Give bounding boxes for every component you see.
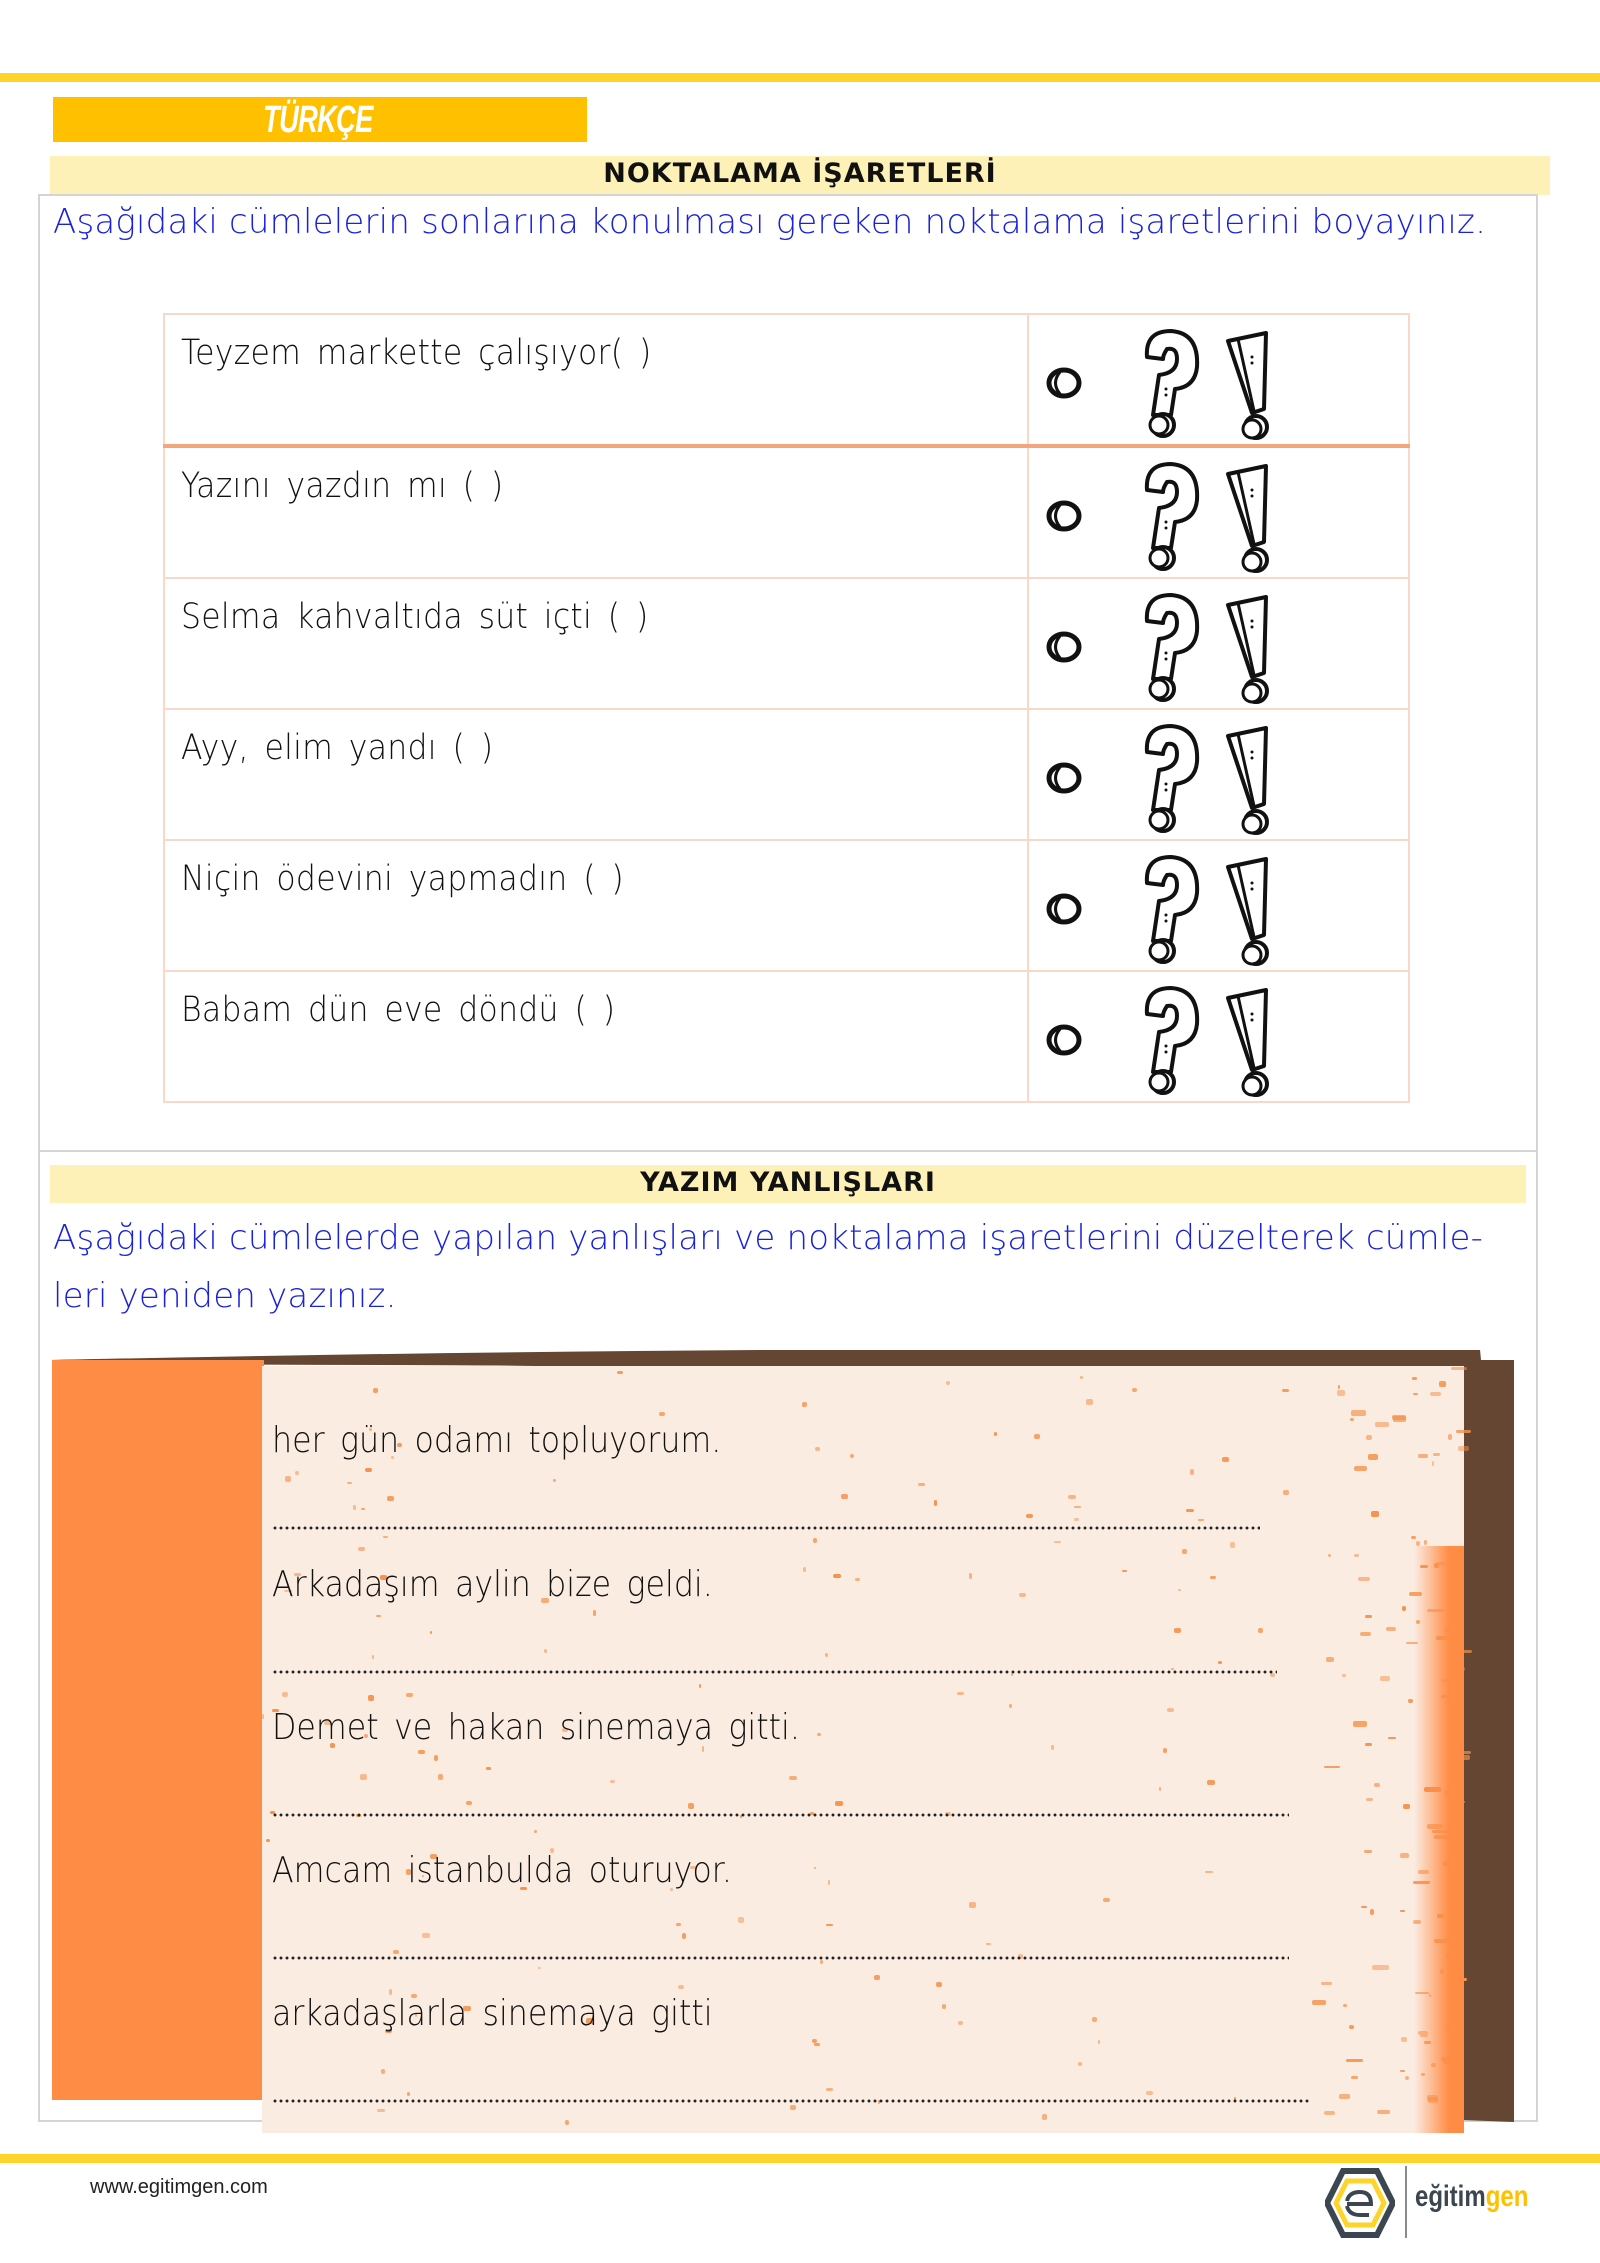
texture-speck [1068, 1495, 1076, 1499]
texture-speck [936, 1982, 943, 1987]
texture-speck [1380, 1676, 1390, 1682]
texture-speck [1451, 1367, 1467, 1370]
texture-speck [1074, 1506, 1081, 1508]
texture-speck [353, 1505, 355, 1511]
texture-speck [1366, 1435, 1372, 1440]
texture-speck [1386, 1627, 1396, 1631]
sentence-text: Niçin ödevini yapmadın ( ) [181, 859, 624, 899]
marks-cell [1028, 578, 1409, 709]
texture-speck [1354, 1554, 1359, 1556]
texture-speck [1026, 1514, 1033, 1519]
texture-speck [285, 1476, 290, 1482]
punctuation-table [163, 313, 1410, 1103]
texture-speck [1078, 2062, 1082, 2066]
answer-writing-line[interactable] [272, 1526, 1260, 1530]
sentence-cell [164, 578, 1028, 709]
texture-speck [438, 1774, 443, 1780]
texture-speck [295, 1471, 299, 1476]
texture-speck [820, 1960, 824, 1964]
texture-speck [1430, 1392, 1442, 1396]
table-row [164, 840, 1409, 971]
exclamation-mark-icon[interactable] [1224, 855, 1280, 971]
texture-speck [1337, 1390, 1344, 1396]
texture-speck [1392, 1415, 1405, 1420]
texture-speck [825, 1653, 828, 1656]
texture-speck [1009, 1704, 1012, 1708]
question-mark-icon[interactable] [1137, 984, 1203, 1096]
texture-speck [1403, 1804, 1410, 1809]
texture-speck [1328, 1554, 1331, 1556]
texture-speck [1163, 1748, 1168, 1754]
footer-accent-line [0, 2154, 1600, 2163]
texture-speck [1432, 1461, 1434, 1466]
texture-speck [1411, 1536, 1416, 1539]
texture-speck [1182, 1549, 1187, 1554]
table-row [164, 446, 1409, 578]
texture-speck [407, 2092, 410, 2096]
texture-speck [610, 1780, 615, 1783]
texture-speck [1400, 2070, 1405, 2072]
texture-speck [1338, 1385, 1341, 1390]
texture-speck [1122, 1570, 1126, 1572]
texture-speck [1408, 1699, 1413, 1703]
texture-speck [430, 1631, 432, 1634]
period-icon[interactable] [1043, 758, 1083, 798]
texture-speck [361, 1508, 365, 1510]
texture-speck [841, 1494, 848, 1498]
texture-speck [393, 1950, 399, 1954]
table-row [164, 709, 1409, 840]
marks-cell [1028, 446, 1409, 578]
texture-speck [1360, 1632, 1370, 1636]
texture-speck [383, 1536, 387, 1539]
texture-speck [434, 1755, 438, 1761]
table-row [164, 314, 1409, 446]
texture-speck [1402, 1606, 1406, 1611]
sentence-cell [164, 446, 1028, 578]
spelling-instruction-line2: leri yeniden yazınız. [53, 1276, 397, 1316]
texture-speck [828, 1880, 831, 1885]
texture-speck [1375, 1422, 1390, 1427]
incorrect-sentence: Amcam istanbulda oturuyor. [272, 1850, 732, 1891]
egitimgen-logo-icon [1325, 2168, 1395, 2238]
texture-speck [699, 1684, 701, 1688]
texture-speck [553, 1479, 556, 1482]
texture-speck [1370, 1909, 1374, 1914]
texture-speck [347, 1482, 352, 1484]
texture-speck [1364, 1850, 1372, 1854]
punctuation-instruction: Aşağıdaki cümlelerin sonlarına konulması gereken noktalama işaretlerini boyayınız. [53, 202, 1487, 242]
texture-speck [1400, 1853, 1410, 1858]
texture-speck [802, 1402, 806, 1407]
texture-speck [1230, 1542, 1235, 1548]
texture-speck [790, 2105, 795, 2110]
texture-speck [1366, 1798, 1373, 1800]
incorrect-sentence: arkadaşlarla sinemaya gitti [272, 1993, 713, 2034]
subject-banner [53, 97, 587, 142]
question-mark-icon[interactable] [1137, 327, 1203, 439]
texture-speck [986, 1943, 992, 1946]
texture-speck [1371, 1511, 1379, 1517]
marks-cell [1028, 840, 1409, 971]
texture-speck [534, 1830, 537, 1833]
texture-speck [1178, 1589, 1181, 1591]
incorrect-sentence: Arkadaşım aylin bize geldi. [272, 1564, 713, 1605]
texture-speck [1354, 1466, 1368, 1471]
texture-speck [969, 1902, 976, 1908]
texture-speck [678, 1985, 684, 1989]
exclamation-mark-icon[interactable] [1224, 593, 1280, 709]
texture-speck [934, 1500, 936, 1506]
incorrect-sentence: Demet ve hakan sinemaya gitti. [272, 1707, 800, 1748]
texture-speck [1365, 1615, 1372, 1617]
texture-speck [1405, 2076, 1409, 2080]
texture-speck [1353, 1721, 1368, 1727]
texture-speck [855, 1578, 860, 1580]
texture-speck [1159, 1787, 1161, 1790]
section-title-band-punctuation [50, 156, 1550, 195]
texture-speck [789, 1776, 796, 1780]
texture-speck [1374, 1783, 1379, 1788]
texture-speck [1458, 1446, 1469, 1452]
texture-speck [1339, 2094, 1350, 2099]
texture-speck [466, 1801, 472, 1804]
question-mark-icon[interactable] [1137, 460, 1203, 572]
texture-speck [1051, 1745, 1054, 1750]
texture-speck [377, 2109, 385, 2112]
texture-speck [826, 1924, 834, 1926]
texture-speck [1098, 2040, 1100, 2045]
sentence-text: Teyzem markette çalışıyor( ) [181, 333, 652, 373]
texture-speck [918, 1483, 925, 1486]
texture-speck [1412, 1377, 1416, 1381]
texture-speck [1343, 2004, 1347, 2007]
table-row [164, 578, 1409, 709]
exclamation-mark-icon[interactable] [1224, 462, 1280, 578]
texture-speck [1342, 1674, 1345, 1678]
texture-speck [1377, 2110, 1390, 2114]
texture-speck [1258, 1628, 1263, 1634]
question-mark-icon[interactable] [1137, 853, 1203, 965]
texture-speck [282, 1692, 288, 1697]
sentence-text: Selma kahvaltıda süt içti ( ) [181, 597, 649, 637]
texture-speck [874, 1975, 881, 1980]
texture-speck [1074, 1518, 1079, 1521]
texture-speck [1350, 1418, 1355, 1421]
texture-speck [1324, 1766, 1339, 1768]
texture-speck [617, 1371, 623, 1374]
texture-speck [1210, 1576, 1216, 1579]
texture-speck [957, 1692, 965, 1695]
texture-speck [1413, 1393, 1417, 1396]
texture-speck [358, 1547, 365, 1551]
texture-speck [1174, 1628, 1180, 1632]
texture-speck [1205, 1871, 1213, 1873]
marks-cell [1028, 709, 1409, 840]
texture-speck [593, 1610, 596, 1616]
texture-speck [360, 1774, 367, 1779]
sentence-cell [164, 314, 1028, 446]
texture-speck [1418, 1454, 1428, 1458]
texture-speck [958, 2021, 963, 2024]
texture-speck [1312, 2000, 1326, 2005]
texture-speck [1103, 1898, 1110, 1902]
website-link[interactable]: www.egitimgen.com [90, 2176, 268, 2198]
texture-speck [676, 1923, 681, 1926]
question-mark-icon[interactable] [1137, 591, 1203, 703]
texture-speck [1054, 1541, 1061, 1544]
texture-speck [1034, 1434, 1040, 1439]
texture-speck [376, 1615, 381, 1617]
marks-cell [1028, 314, 1409, 446]
texture-speck [381, 2069, 385, 2074]
texture-speck [813, 1538, 818, 1544]
texture-speck [1132, 1388, 1137, 1392]
texture-speck [1388, 1737, 1396, 1740]
texture-speck [815, 1447, 820, 1451]
texture-speck [826, 2088, 833, 2090]
texture-speck [1346, 2059, 1363, 2062]
texture-speck [387, 1496, 394, 1501]
texture-speck [1167, 1708, 1174, 1712]
texture-speck [1326, 1657, 1334, 1662]
texture-speck [1400, 1910, 1405, 1912]
texture-speck [406, 1693, 413, 1697]
texture-speck [1222, 1457, 1229, 1462]
texture-edge [1414, 1546, 1464, 2133]
section-title-band-spelling [50, 1165, 1526, 1203]
egitimgen-logo-text: eğitimgen [1415, 2180, 1529, 2213]
spelling-instruction-line1: Aşağıdaki cümlelerde yapılan yanlışları ve noktalama işaretlerini düzelterek cümle- [53, 1218, 1484, 1258]
section-title: NOKTALAMA İŞARETLERİ [603, 158, 997, 189]
texture-speck [1282, 1389, 1290, 1392]
texture-speck [266, 1839, 269, 1842]
texture-speck [1190, 1469, 1194, 1474]
marks-cell [1028, 971, 1409, 1102]
texture-speck [688, 1803, 695, 1809]
texture-speck [1456, 1430, 1471, 1433]
texture-speck [1351, 2076, 1358, 2080]
texture-speck [422, 1933, 429, 1938]
texture-speck [946, 1381, 950, 1385]
exclamation-mark-icon[interactable] [1224, 724, 1280, 840]
texture-speck [373, 1388, 378, 1393]
texture-speck [1218, 1661, 1221, 1664]
texture-speck [1351, 1410, 1366, 1416]
texture-speck [1439, 1381, 1446, 1387]
texture-speck [738, 1917, 744, 1923]
texture-speck [1368, 1454, 1378, 1460]
texture-speck [538, 1967, 541, 1970]
texture-speck [418, 1750, 425, 1754]
texture-speck [262, 1714, 264, 1718]
answer-writing-line[interactable] [272, 2099, 1309, 2103]
texture-speck [1372, 1965, 1389, 1970]
texture-speck [1086, 1399, 1093, 1405]
texture-speck [1433, 1453, 1440, 1455]
texture-speck [814, 2043, 820, 2046]
incorrect-sentence: her gün odamı topluyorum. [272, 1420, 722, 1461]
texture-speck [994, 1432, 997, 1436]
exclamation-mark-icon[interactable] [1224, 986, 1280, 1102]
texture-speck [814, 1867, 816, 1869]
texture-speck [565, 2120, 570, 2126]
period-icon[interactable] [1043, 1020, 1083, 1060]
texture-speck [817, 1733, 821, 1736]
answer-writing-line[interactable] [272, 1956, 1289, 1960]
sentence-cell [164, 971, 1028, 1102]
texture-speck [365, 1468, 371, 1472]
question-mark-icon[interactable] [1137, 722, 1203, 834]
answer-writing-line[interactable] [272, 1813, 1289, 1817]
texture-speck [1349, 2025, 1353, 2029]
subject-title: TÜRKÇE [263, 99, 373, 141]
texture-speck [833, 1574, 841, 1578]
texture-speck [1198, 1519, 1204, 1521]
texture-speck [659, 1412, 665, 1416]
texture-speck [1361, 1906, 1367, 1908]
section-title: YAZIM YANLIŞLARI [640, 1167, 936, 1198]
answer-writing-line[interactable] [272, 1670, 1277, 1674]
sentence-cell [164, 840, 1028, 971]
period-icon[interactable] [1043, 496, 1083, 536]
logo-divider [1405, 2166, 1407, 2238]
period-icon[interactable] [1043, 363, 1083, 403]
texture-speck [1186, 1509, 1194, 1512]
texture-speck [835, 1801, 843, 1806]
texture-speck [1424, 1540, 1427, 1545]
texture-speck [850, 1454, 853, 1458]
table-row [164, 971, 1409, 1102]
sentence-text: Ayy, elim yandı ( ) [181, 728, 494, 768]
texture-speck [486, 1767, 491, 1770]
sentence-cell [164, 709, 1028, 840]
sentence-text: Babam dün eve döndü ( ) [181, 990, 616, 1030]
texture-speck [1358, 1577, 1369, 1581]
texture-speck [682, 1933, 686, 1938]
period-icon[interactable] [1043, 889, 1083, 929]
sentence-text: Yazını yazdın mı ( ) [181, 466, 504, 506]
period-icon[interactable] [1043, 627, 1083, 667]
texture-speck [1401, 2037, 1407, 2042]
texture-speck [1092, 2017, 1097, 2022]
texture-speck [1448, 1434, 1452, 1440]
texture-speck [1321, 1982, 1332, 1985]
texture-speck [1042, 2114, 1047, 2120]
texture-speck [942, 2004, 946, 2009]
texture-speck [1324, 2111, 1335, 2114]
texture-speck [1019, 1593, 1027, 1597]
texture-speck [1146, 2091, 1153, 2095]
board-orange-panel [52, 1360, 264, 2100]
texture-speck [1080, 1376, 1083, 1378]
header-accent-line [0, 73, 1600, 82]
texture-speck [969, 1573, 972, 1578]
texture-speck [544, 1649, 548, 1653]
texture-speck [372, 1655, 375, 1659]
texture-speck [368, 1695, 374, 1701]
texture-speck [803, 1567, 806, 1572]
exclamation-mark-icon[interactable] [1224, 329, 1280, 445]
texture-speck [1207, 1780, 1215, 1785]
texture-speck [1283, 1490, 1289, 1495]
texture-speck [1365, 1743, 1373, 1746]
